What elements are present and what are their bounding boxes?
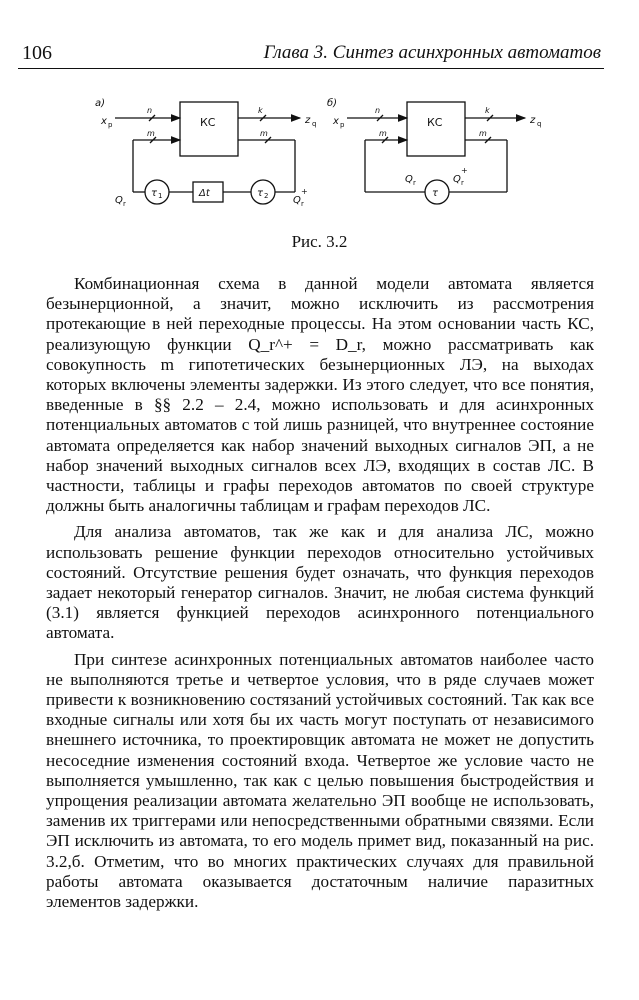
- figure-caption: Рис. 3.2: [291, 232, 348, 251]
- panel-a-q-right-sub: r: [301, 200, 304, 208]
- panel-b-q-left: Q: [405, 174, 413, 185]
- panel-a-q-right-sup: +: [301, 187, 308, 196]
- panel-a-input-sub: p: [108, 121, 113, 129]
- panel-a-output-z: z: [305, 115, 311, 126]
- panel-a-bus-k: k: [258, 106, 263, 115]
- panel-a-bus-n: n: [147, 106, 153, 115]
- panel-a-tau2: τ: [257, 188, 264, 199]
- panel-a-output-sub: q: [312, 120, 317, 128]
- panel-a-ks-block: [180, 102, 238, 156]
- panel-b-ks-label: КС: [427, 116, 443, 129]
- panel-a-tau1: τ: [151, 188, 158, 199]
- panel-b-bus-m-in: m: [379, 129, 387, 138]
- panel-b-bus-m-out: m: [479, 129, 487, 138]
- panel-a-delay-label: Δt: [199, 188, 210, 199]
- panel-a-q-right: Q: [293, 195, 301, 206]
- panel-b-output-z: z: [530, 115, 536, 126]
- figure-3-2: [95, 90, 565, 215]
- paragraph-3: При синтезе асинхронных потенциальных автоматов наиболее часто не выполняются третье и четвертое условия, что в ряде случаев может привести к возникновению состязаний устойчивых состояний. Так как все входные сигналы или хотя бы их часть могут поступать от независимого внешнего источника, то проектировщик автомата не может не допустить несоседние изменения состояний входа. Четвертое же условие часто не выполняется умышленно, так как с целью повышения быстродействия и упрощения реализации автомата желательно ЭП вообще не использовать, заменив их триггерами или непосредственными обратными связями. Если ЭП исключить из автомата, то его модель примет вид, показанный на рис. 3.2,б. Отметим, что во многих практических случаях для правильной работы автомата оказывается достаточным наличие паразитных элементов задержки.: [46, 649, 594, 912]
- page-number: 106: [22, 42, 52, 64]
- panel-b-ks-block: [407, 102, 465, 156]
- panel-b: [327, 97, 541, 204]
- panel-a-q-left-sub: r: [123, 200, 126, 208]
- panel-b-tau: τ: [432, 188, 439, 199]
- panel-b-q-right: Q: [453, 174, 461, 185]
- panel-a-bus-m-in: m: [147, 129, 155, 138]
- panel-a-label: а): [95, 98, 106, 109]
- panel-b-q-left-sub: r: [413, 179, 416, 187]
- paragraph-1: Комбинационная схема в данной модели автомата является безынерционной, а значит, можно исключить из рассмотрения протекающие в ней переходные процессы. На этом основании часть КС, реализующую функции Q_r^+ = D_r, можно рассматривать как совокупность m гипотетических безынерционных ЛЭ, на выходах которых включены элементы задержки. Из этого следует, что все понятия, введенные в §§ 2.2 – 2.4, можно использовать и для асинхронных потенциальных автоматов с той лишь разницей, что внутреннее состояние автомата определяется как набор значений выходных сигналов ЭП, а не набор значений выходных сигналов всех ЛЭ, входящих в состав ЛС. В частности, таблицы и графы переходов автоматов по своей структуре должны быть аналогичны таблицам и графам переходов ЛС.: [46, 274, 594, 516]
- panel-b-bus-n: n: [375, 106, 381, 115]
- panel-a-ks-label: КС: [200, 116, 216, 129]
- panel-b-label: б): [327, 98, 338, 109]
- panel-a-bus-m-out: m: [260, 129, 268, 138]
- panel-b-bus-k: k: [485, 106, 490, 115]
- panel-b-q-right-sub: r: [461, 179, 464, 187]
- panel-b-output-sub: q: [537, 120, 542, 128]
- panel-a-tau2-sub: 2: [264, 192, 269, 200]
- panel-b-input-sub: p: [340, 121, 345, 129]
- paragraph-2: Для анализа автоматов, так же как и для анализа ЛС, можно использовать решение функции переходов относительно устойчивых состояний. Отсутствие решения будет означать, что функция переходов задает некоторый генератор сигналов. Значит, не любая система функций (3.1) является функцией переходов асинхронного потенциального автомата.: [46, 522, 594, 643]
- panel-b-q-right-sup: +: [461, 166, 468, 175]
- panel-a-tau1-sub: 1: [158, 192, 163, 200]
- panel-a-input-x: x: [101, 116, 107, 127]
- body-text: [46, 274, 594, 918]
- figure-diagram: [95, 90, 565, 215]
- panel-a: [95, 98, 316, 208]
- panel-a-q-left: Q: [115, 195, 123, 206]
- panel-b-input-x: x: [333, 116, 339, 127]
- header-rule: [18, 68, 604, 69]
- running-head: Глава 3. Синтез асинхронных автоматов: [263, 42, 601, 63]
